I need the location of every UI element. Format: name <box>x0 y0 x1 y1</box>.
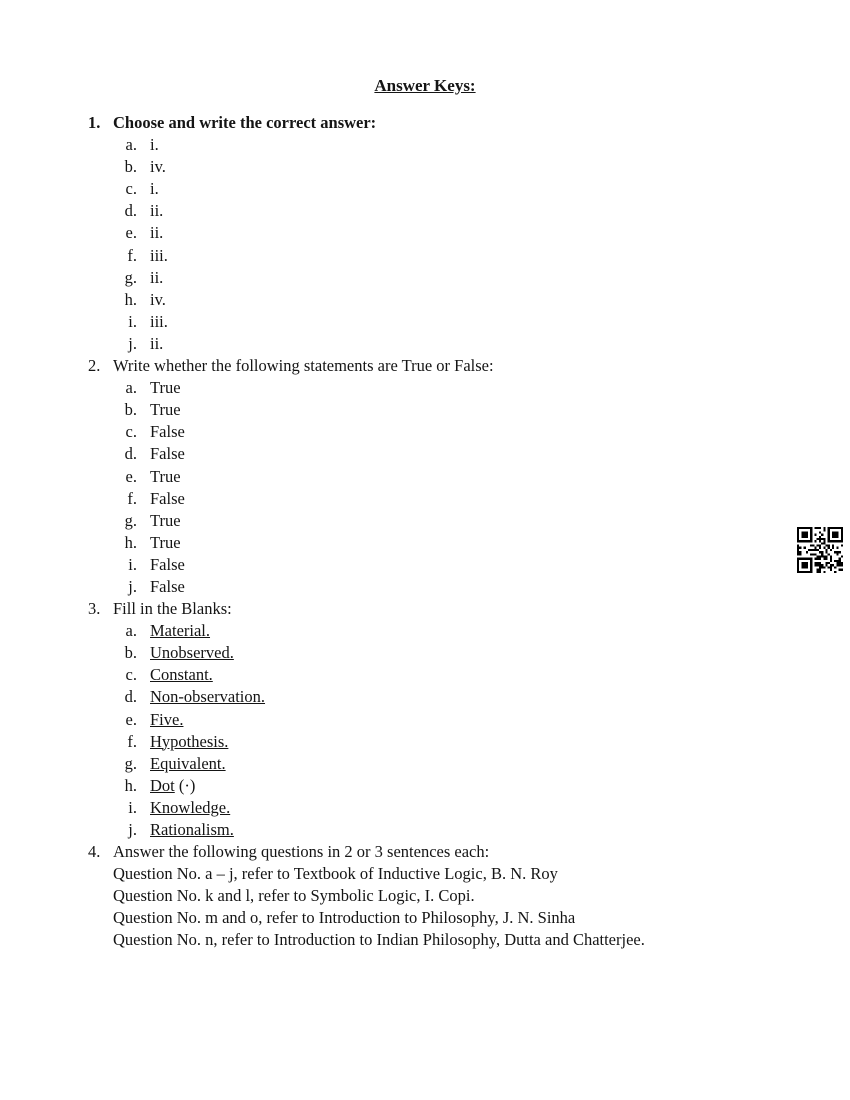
answer-item <box>0 532 850 554</box>
item-value: Constant. <box>150 665 213 685</box>
section-number: 3. <box>88 599 101 619</box>
item-letter: a. <box>125 378 137 398</box>
item-value: iv. <box>150 289 166 309</box>
answer-item <box>0 753 850 775</box>
answer-item <box>0 642 850 664</box>
item-letter: a. <box>125 135 137 155</box>
section-heading <box>0 355 850 377</box>
answer-item <box>0 488 850 510</box>
item-letter: c. <box>125 422 137 442</box>
section-number: 4. <box>88 842 101 862</box>
item-letter: c. <box>125 179 137 199</box>
item-letter: e. <box>125 466 137 486</box>
answer-item <box>0 134 850 156</box>
item-value: iv. <box>150 157 166 177</box>
item-letter: i. <box>128 797 137 817</box>
item-value: Non-observation. <box>150 687 266 707</box>
answer-item <box>0 178 850 200</box>
answer-item <box>0 333 850 355</box>
item-letter: i. <box>128 554 137 574</box>
item-value: False <box>150 444 185 464</box>
section-heading <box>0 598 850 620</box>
item-value-suffix: (·) <box>174 775 196 795</box>
answer-item <box>0 466 850 488</box>
answer-item <box>0 797 850 819</box>
answer-item <box>0 289 850 311</box>
item-value: ii. <box>150 267 164 287</box>
item-value: ii. <box>150 201 164 221</box>
item-value: Knowledge. <box>150 797 231 817</box>
item-value: Dot <box>150 775 175 795</box>
item-value: Equivalent. <box>150 753 226 773</box>
item-value: iii. <box>150 245 168 265</box>
item-value: Rationalism. <box>150 820 234 839</box>
section-choose-correct-answer <box>0 112 850 355</box>
item-value: i. <box>150 135 159 155</box>
page-title: Answer Keys: <box>374 76 476 95</box>
answer-item <box>0 819 850 841</box>
answer-item <box>0 686 850 708</box>
item-value: Hypothesis. <box>150 731 229 751</box>
section-heading-text: Answer the following questions in 2 or 3 sentences each: <box>113 842 490 862</box>
item-letter: d. <box>124 444 137 464</box>
item-value: Five. <box>150 709 184 729</box>
answer-item <box>0 709 850 731</box>
item-value: i. <box>150 179 159 199</box>
answer-item <box>0 245 850 267</box>
item-value: False <box>150 554 185 574</box>
item-letter: h. <box>124 289 137 309</box>
item-letter: c. <box>125 665 137 685</box>
item-letter: b. <box>124 157 137 177</box>
answer-item <box>0 421 850 443</box>
item-value: ii. <box>150 333 164 353</box>
item-letter: b. <box>124 643 137 663</box>
item-letter: j. <box>128 576 137 596</box>
section-true-or-false <box>0 355 850 598</box>
item-value: True <box>150 532 181 552</box>
qr-modules <box>797 527 843 573</box>
item-letter: h. <box>124 532 137 552</box>
item-letter: j. <box>128 333 137 353</box>
item-letter: g. <box>124 267 137 287</box>
answer-item <box>0 399 850 421</box>
item-value: ii. <box>150 223 164 243</box>
item-letter: j. <box>128 820 137 839</box>
item-letter: g. <box>124 753 137 773</box>
item-letter: d. <box>124 201 137 221</box>
section-number: 1. <box>88 113 101 132</box>
answer-item <box>0 156 850 178</box>
item-letter: f. <box>127 245 137 265</box>
answer-item <box>0 775 850 797</box>
item-value: True <box>150 466 181 486</box>
answer-item <box>0 576 850 598</box>
item-letter: h. <box>124 775 137 795</box>
answer-item <box>0 222 850 244</box>
qr-code <box>797 527 843 573</box>
item-value: True <box>150 378 181 398</box>
answer-item <box>0 377 850 399</box>
item-letter: e. <box>125 223 137 243</box>
answer-item <box>0 620 850 642</box>
answer-item <box>0 554 850 576</box>
item-letter: g. <box>124 510 137 530</box>
item-letter: f. <box>127 731 137 751</box>
section-number: 2. <box>88 356 101 376</box>
answer-item <box>0 664 850 686</box>
item-letter: d. <box>124 687 137 707</box>
answer-item <box>0 200 850 222</box>
answer-item <box>0 311 850 333</box>
item-letter: e. <box>125 709 137 729</box>
reference-note: Question No. n, refer to Introduction to Indian Philosophy, Dutta and Chatterjee. <box>113 930 645 950</box>
item-value: Material. <box>150 621 211 641</box>
item-value: Unobserved. <box>150 643 234 663</box>
answer-item <box>0 510 850 532</box>
reference-note: Question No. k and l, refer to Symbolic Logic, I. Copi. <box>113 886 475 906</box>
item-value: iii. <box>150 311 168 331</box>
item-value: False <box>150 422 185 442</box>
section-short-answers <box>0 841 850 951</box>
reference-note: Question No. a – j, refer to Textbook of Inductive Logic, B. N. Roy <box>113 864 558 884</box>
reference-note: Question No. m and o, refer to Introduction to Philosophy, J. N. Sinha <box>113 908 576 928</box>
section-heading <box>0 112 850 134</box>
section-heading-text: Fill in the Blanks: <box>113 599 232 619</box>
answer-item <box>0 731 850 753</box>
section-heading-text: Choose and write the correct answer: <box>113 113 377 132</box>
answer-item <box>0 267 850 289</box>
item-letter: a. <box>125 621 137 641</box>
item-letter: i. <box>128 311 137 331</box>
item-letter: f. <box>127 488 137 508</box>
item-value: False <box>150 488 185 508</box>
item-letter: b. <box>124 400 137 420</box>
section-heading-text: Write whether the following statements are True or False: <box>113 356 494 376</box>
section-heading <box>0 841 850 863</box>
item-value: False <box>150 576 185 596</box>
item-value: True <box>150 400 181 420</box>
section-fill-in-blanks <box>0 598 850 841</box>
answer-item <box>0 443 850 465</box>
item-value: True <box>150 510 181 530</box>
